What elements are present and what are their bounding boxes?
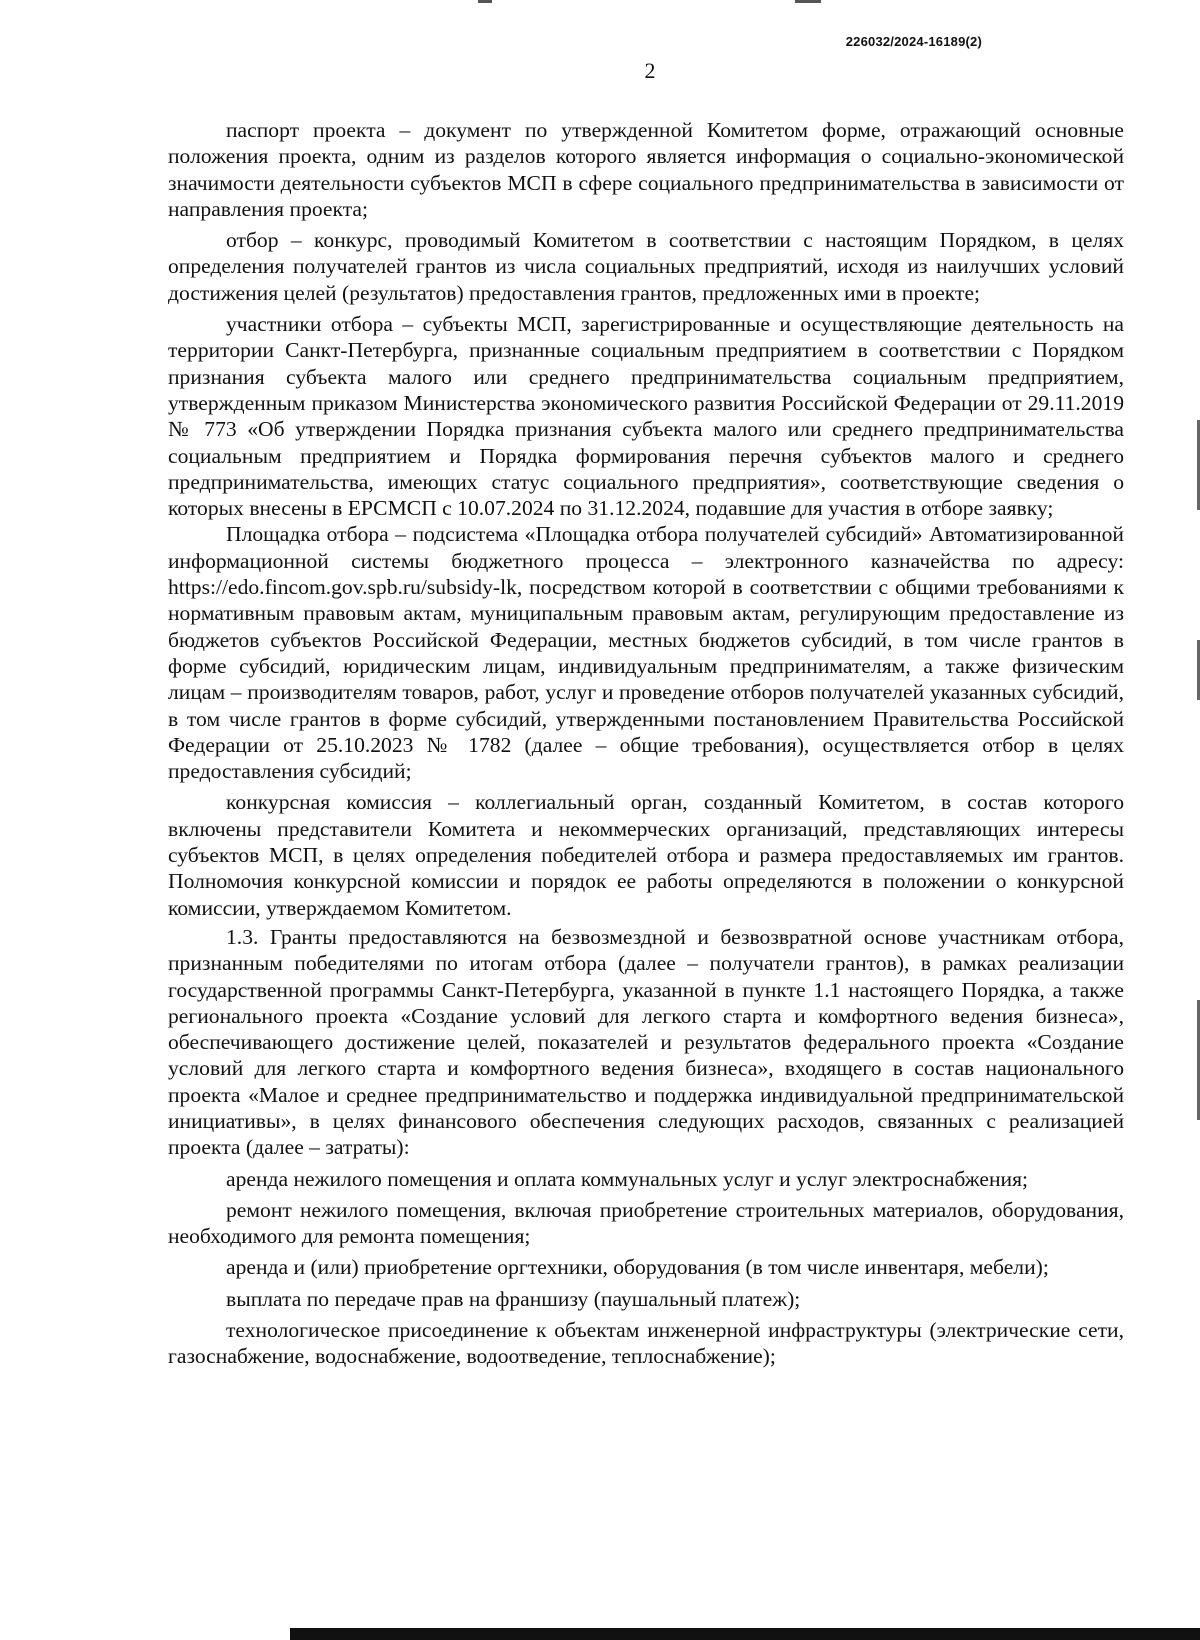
paragraph-expense-connection: технологическое присоединение к объектам инженерной инфраструктуры (электрические сети, газоснабжение, водоснабжение, водоотведение, теплоснабжение); xyxy=(168,1318,1124,1369)
page-number: 2 xyxy=(644,58,656,83)
paragraph-expense-repair: ремонт нежилого помещения, включая приобретение строительных материалов, оборудования, необходимого для ремонта помещения; xyxy=(168,1197,1124,1249)
paragraph-selection-participants: участники отбора – субъекты МСП, зарегистрированные и осуществляющие деятельность на территории Санкт-Петербурга, признанные социальным предприятием в соответствии с Порядком признания субъекта малого или среднего предпринимательства социальным предприятием, утвержденным приказом Министерства экономического развития Российской Федерации от 29.11.2019 № 773 «Об утверждении Порядка признания субъекта малого или среднего предпринимательства социальным предприятием и Порядка формирования перечня субъектов малого и среднего предпринимательства, имеющих статус социального предприятия», соответствующие сведения о которых внесены в ЕРСМСП с 10.07.2024 по 31.12.2024, подавшие для участия в отборе заявку; xyxy=(168,312,1124,521)
paragraph-selection-definition: отбор – конкурс, проводимый Комитетом в соответствии с настоящим Порядком, в целях определения получателей грантов из числа социальных предприятий, исходя из наилучших условий достижения целей (результатов) предоставления грантов, предложенных ими в проекте; xyxy=(168,228,1124,305)
paragraph-expense-rent: аренда нежилого помещения и оплата коммунальных услуг и услуг электроснабжения; xyxy=(226,1166,1029,1191)
paragraph-competition-commission: конкурсная комиссия – коллегиальный орган, созданный Комитетом, в состав которого включены представители Комитета и некоммерческих организаций, представляющих интересы субъектов МСП, в целях определения победителей отбора и размера предоставляемых им грантов. Полномочия конкурсной комиссии и порядок ее работы определяются в положении о конкурсной комиссии, утверждаемом Комитетом. xyxy=(168,790,1124,920)
document-registration-number: 226032/2024-16189(2) xyxy=(845,34,982,49)
paragraph-expense-equipment: аренда и (или) приобретение оргтехники, оборудования (в том числе инвентаря, мебели); xyxy=(226,1255,1049,1280)
paragraph-selection-platform: Площадка отбора – подсистема «Площадка отбора получателей субсидий» Автоматизированной информационной системы бюджетного процесса – электронного казначейства по адресу: https://edo.fincom.gov.spb.ru/subsidy-lk, посредством которой в соответствии с общими требованиями к нормативным правовым актам, муниципальным правовым актам, регулирующим предоставление из бюджетов субъектов Российской Федерации, местных бюджетов субсидий, в том числе грантов в форме субсидий, юридическим лицам, индивидуальным предпринимателям, а также физическим лицам – производителям товаров, работ, услуг и проведение отборов получателей указанных субсидий, в том числе грантов в форме субсидий, утвержденными постановлением Правительства Российской Федерации от 25.10.2023 № 1782 (далее – общие требования), осуществляется отбор в целях предоставления субсидий; xyxy=(168,522,1124,784)
scan-artifact-bottom-bar xyxy=(290,1628,1200,1640)
paragraph-expense-franchise: выплата по передаче прав на франшизу (паушальный платеж); xyxy=(226,1286,801,1311)
scan-artifact-top-left xyxy=(478,0,492,3)
paragraph-project-passport: паспорт проекта – документ по утвержденной Комитетом форме, отражающий основные положения проекта, одним из разделов которого является информация о социально-экономической значимости деятельности субъектов МСП в сфере социального предпринимательства в зависимости от направления проекта; xyxy=(168,118,1124,221)
paragraph-1-3-grants: 1.3. Гранты предоставляются на безвозмездной и безвозвратной основе участникам отбора, признанным победителями по итогам отбора (далее – получатели грантов), в рамках реализации государственной программы Санкт-Петербурга, указанной в пункте 1.1 настоящего Порядка, а также регионального проекта «Создание условий для легкого старта и комфортного ведения бизнеса», обеспечивающего достижение целей, показателей и результатов федерального проекта «Создание условий для легкого старта и комфортного ведения бизнеса», входящего в состав национального проекта «Малое и среднее предпринимательство и поддержка индивидуальной предпринимательской инициативы», в целях финансового обеспечения следующих расходов, связанных с реализацией проекта (далее – затраты): xyxy=(168,924,1124,1160)
scan-artifact-top-right xyxy=(795,0,821,3)
document-body xyxy=(168,117,1124,1370)
